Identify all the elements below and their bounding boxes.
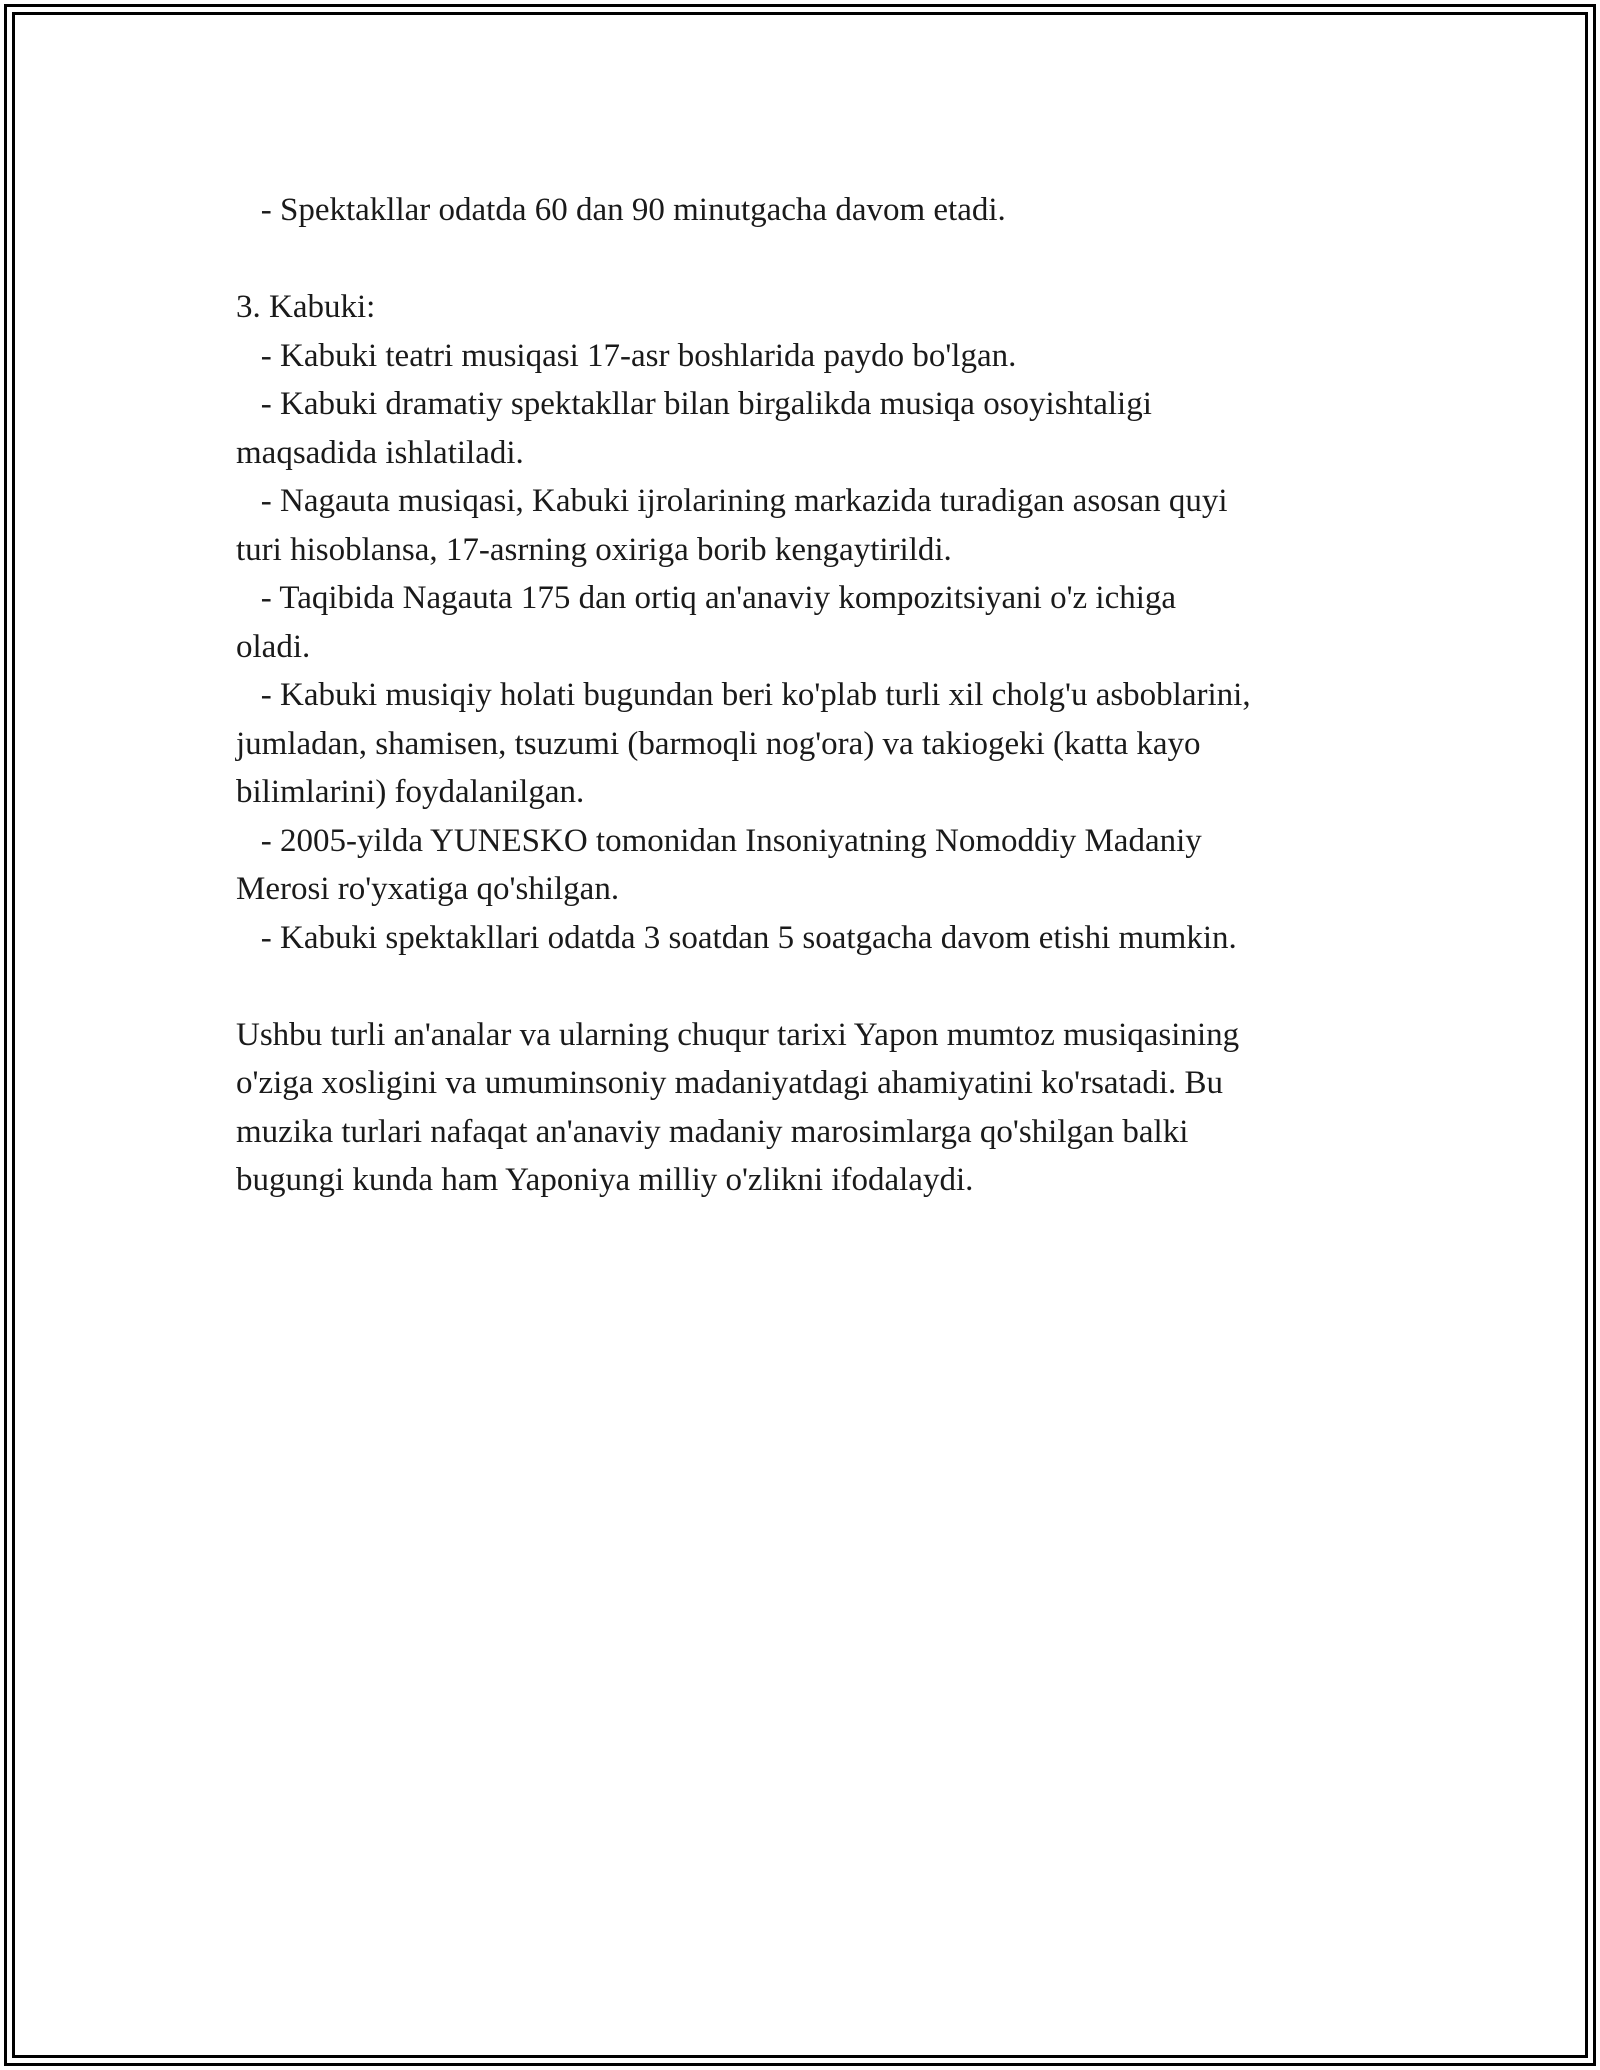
document-body [236,186,1376,1205]
blank-line [236,235,1376,284]
text-line: - Kabuki teatri musiqasi 17-asr boshlarida paydo bo'lgan. [236,337,1017,374]
text-line: - Taqibida Nagauta 175 dan ortiq an'anaviy kompozitsiyani o'z ichiga [236,580,1177,616]
text-line: maqsadida ishlatiladi. [236,434,524,471]
text-line: o'ziga xosligini va umuminsoniy madaniyatdagi ahamiyatini ko'rsatadi. Bu [236,1065,1224,1101]
text-line: oladi. [236,628,311,665]
text-line: bugungi kunda ham Yaponiya milliy o'zlikni ifodalaydi. [236,1162,974,1198]
text-line: jumladan, shamisen, tsuzumi (barmoqli nog'ora) va takiogeki (katta kayo [236,725,1201,762]
text-line: - Spektakllar odatda 60 dan 90 minutgacha davom etadi. [236,192,1006,228]
text-line: - Nagauta musiqasi, Kabuki ijrolarining markazida turadigan asosan quyi [236,483,1228,519]
text-line: Merosi ro'yxatiga qo'shilgan. [236,871,620,907]
text-line: - Kabuki dramatiy spektakllar bilan birgalikda musiqa osoyishtaligi [236,386,1152,422]
text-line: - Kabuki musiqiy holati bugundan beri ko'plab turli xil cholg'u asboblarini, [236,677,1251,713]
text-line: bilimlarini) foydalanilgan. [236,774,585,810]
text-line: Ushbu turli an'analar va ularning chuqur tarixi Yapon mumtoz musiqasining [236,1016,1240,1053]
text-line: - Kabuki spektakllari odatda 3 soatdan 5 soatgacha davom etishi mumkin. [236,919,1237,956]
text-line: - 2005-yilda YUNESKO tomonidan Insoniyatning Nomoddiy Madaniy [236,822,1202,859]
text-line: muzika turlari nafaqat an'anaviy madaniy marosimlarga qo'shilgan balki [236,1113,1189,1150]
blank-line [236,962,1376,1011]
text-line: turi hisoblansa, 17-asrning oxiriga borib kengaytirildi. [236,531,952,568]
section-heading: 3. Kabuki: [236,289,376,325]
